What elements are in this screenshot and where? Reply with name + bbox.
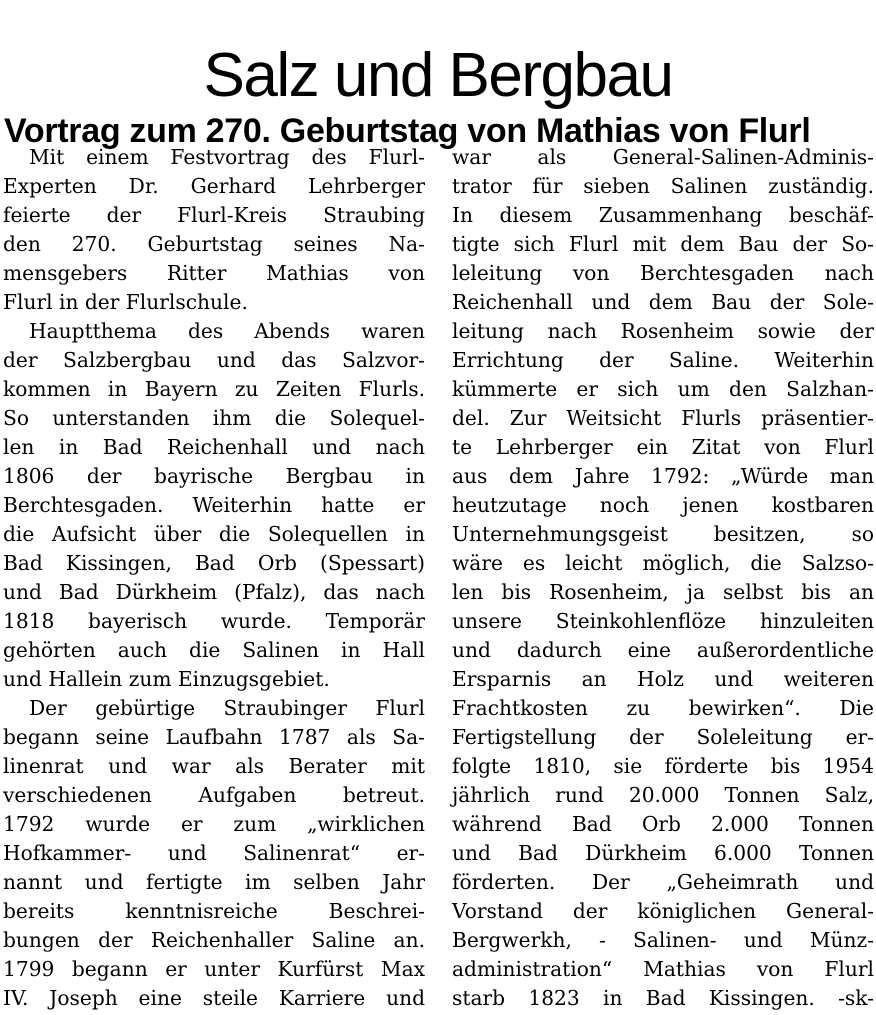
text-line: war als General-Salinen-Adminis- bbox=[452, 145, 874, 169]
text-line: gehörten auch die Salinen in Hall bbox=[3, 638, 425, 662]
text-line: begann seine Laufbahn 1787 als Sa- bbox=[3, 725, 425, 749]
text-line: Berchtesgaden. Weiterhin hatte er bbox=[3, 493, 425, 517]
text-line: Reichenhall und dem Bau der Sole- bbox=[452, 290, 874, 314]
text-line: Unternehmungsgeist besitzen, so bbox=[452, 522, 874, 546]
text-line: heutzutage noch jenen kostbaren bbox=[452, 493, 874, 517]
text-line: len bis Rosenheim, ja selbst bis an bbox=[452, 580, 874, 604]
text-line: kümmerte er sich um den Salzhan- bbox=[452, 377, 874, 401]
text-line: Hofkammer- und Salinenrat“ er- bbox=[3, 841, 425, 865]
text-line: So unterstanden ihm die Solequel- bbox=[3, 406, 425, 430]
text-line: mensgebers Ritter Mathias von bbox=[3, 261, 425, 285]
text-line: linenrat und war als Berater mit bbox=[3, 754, 425, 778]
text-line: Flurl in der Flurlschule. bbox=[3, 290, 248, 314]
text-line: jährlich rund 20.000 Tonnen Salz, bbox=[452, 783, 874, 807]
article-column-left bbox=[3, 143, 425, 1013]
text-line: während Bad Orb 2.000 Tonnen bbox=[452, 812, 874, 836]
text-line: len in Bad Reichenhall und nach bbox=[3, 435, 425, 459]
text-line: Ersparnis an Holz und weiteren bbox=[452, 667, 874, 691]
text-line: Vorstand der königlichen General- bbox=[452, 899, 874, 923]
text-line: Bergwerkh, - Salinen- und Münz- bbox=[452, 928, 874, 952]
headline: Salz und Bergbau bbox=[203, 40, 673, 110]
text-line: feierte der Flurl-Kreis Straubing bbox=[3, 203, 425, 227]
text-line: und Bad Dürkheim (Pfalz), das nach bbox=[3, 580, 425, 604]
text-line: Bad Kissingen, Bad Orb (Spessart) bbox=[3, 551, 425, 575]
text-line: 1818 bayerisch wurde. Temporär bbox=[3, 609, 425, 633]
text-line: der Salzbergbau und das Salzvor- bbox=[3, 348, 425, 372]
text-line: Der gebürtige Straubinger Flurl bbox=[29, 696, 425, 720]
text-line: Frachtkosten zu bewirken“. Die bbox=[452, 696, 874, 720]
text-line: aus dem Jahre 1792: „Würde man bbox=[452, 464, 874, 488]
text-line: den 270. Geburtstag seines Na- bbox=[3, 232, 425, 256]
text-line: und Bad Dürkheim 6.000 Tonnen bbox=[452, 841, 874, 865]
text-line: Hauptthema des Abends waren bbox=[29, 319, 425, 343]
text-line: trator für sieben Salinen zuständig. bbox=[452, 174, 874, 198]
text-line: tigte sich Flurl mit dem Bau der So- bbox=[452, 232, 874, 256]
text-line: förderten. Der „Geheimrath und bbox=[452, 870, 874, 894]
text-line: leitung nach Rosenheim sowie der bbox=[452, 319, 874, 343]
text-line: Fertigstellung der Soleleitung er- bbox=[452, 725, 874, 749]
text-line: te Lehrberger ein Zitat von Flurl bbox=[452, 435, 874, 459]
text-line: und dadurch eine außerordentliche bbox=[452, 638, 874, 662]
text-line: 1806 der bayrische Bergbau in bbox=[3, 464, 425, 488]
text-line: unsere Steinkohlenflöze hinzuleiten bbox=[452, 609, 874, 633]
text-line: Mit einem Festvortrag des Flurl- bbox=[29, 145, 425, 169]
text-line: kommen in Bayern zu Zeiten Flurls. bbox=[3, 377, 425, 401]
text-line: 1799 begann er unter Kurfürst Max bbox=[3, 957, 425, 981]
text-line: starb 1823 in Bad Kissingen. -sk- bbox=[452, 986, 874, 1010]
article-column-right bbox=[452, 143, 874, 1013]
text-line: IV. Joseph eine steile Karriere und bbox=[3, 986, 425, 1010]
text-line: verschiedenen Aufgaben betreut. bbox=[3, 783, 425, 807]
text-line: die Aufsicht über die Solequellen in bbox=[3, 522, 425, 546]
text-line: leleitung von Berchtesgaden nach bbox=[452, 261, 874, 285]
text-line: nannt und fertigte im selben Jahr bbox=[3, 870, 425, 894]
text-line: 1792 wurde er zum „wirklichen bbox=[3, 812, 425, 836]
text-line: In diesem Zusammenhang beschäf- bbox=[452, 203, 874, 227]
text-line: administration“ Mathias von Flurl bbox=[452, 957, 874, 981]
text-line: folgte 1810, sie förderte bis 1954 bbox=[452, 754, 874, 778]
text-line: Errichtung der Saline. Weiterhin bbox=[452, 348, 874, 372]
text-line: Experten Dr. Gerhard Lehrberger bbox=[3, 174, 425, 198]
text-line: und Hallein zum Einzugsgebiet. bbox=[3, 667, 330, 691]
subheadline: Vortrag zum 270. Geburtstag von Mathias von Flurl bbox=[4, 112, 811, 151]
text-line: bereits kenntnisreiche Beschrei- bbox=[3, 899, 425, 923]
text-line: bungen der Reichenhaller Saline an. bbox=[3, 928, 425, 952]
text-line: wäre es leicht möglich, die Salzso- bbox=[452, 551, 874, 575]
text-line: del. Zur Weitsicht Flurls präsentier- bbox=[452, 406, 874, 430]
